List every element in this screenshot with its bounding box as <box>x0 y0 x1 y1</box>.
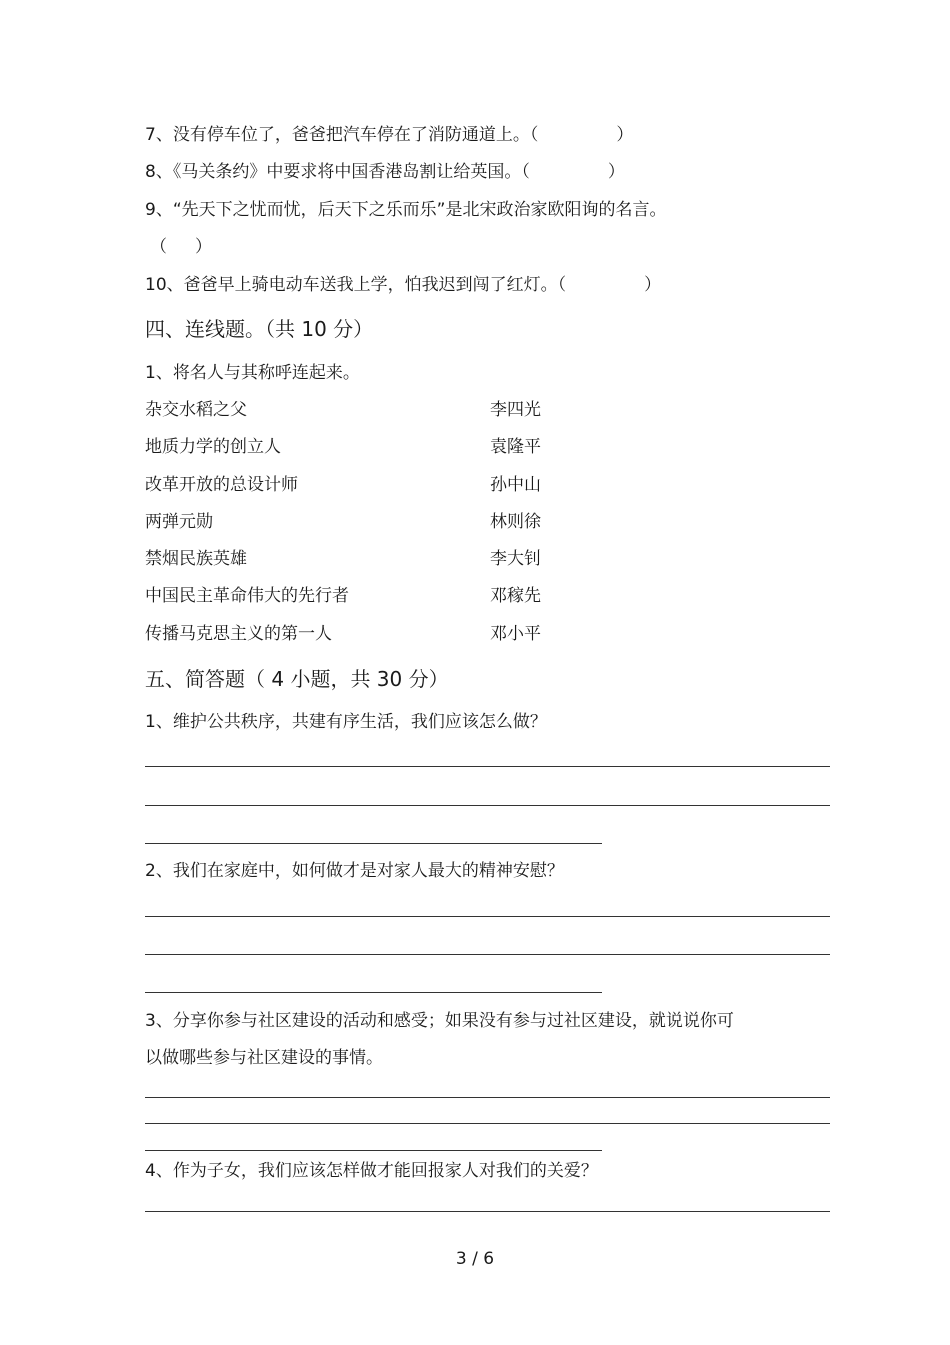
short-answer-question-3-cont: 以做哪些参与社区建设的事情。 <box>145 1048 383 1068</box>
question-7: 7、没有停车位了，爸爸把汽车停在了消防通道上。（ ） <box>145 125 634 145</box>
match-right-item[interactable]: 邓稼先 <box>490 586 541 606</box>
answer-line[interactable] <box>145 916 830 917</box>
match-right-item[interactable]: 袁隆平 <box>490 437 541 457</box>
match-left-item[interactable]: 中国民主革命伟大的先行者 <box>145 586 349 606</box>
short-answer-question-1: 1、维护公共秩序，共建有序生活，我们应该怎么做？ <box>145 712 547 732</box>
match-right-item[interactable]: 孙中山 <box>490 475 541 495</box>
match-right-item[interactable]: 邓小平 <box>490 624 541 644</box>
answer-line[interactable] <box>145 1123 830 1124</box>
question-8: 8、《马关条约》中要求将中国香港岛割让给英国。（ ） <box>145 162 625 182</box>
answer-blank-10[interactable]: （ ） <box>557 275 662 295</box>
answer-line[interactable] <box>145 954 830 955</box>
short-answer-question-2: 2、我们在家庭中，如何做才是对家人最大的精神安慰？ <box>145 861 564 881</box>
answer-line[interactable] <box>145 1211 830 1212</box>
question-9: 9、“先天下之忧而忧，后天下之乐而乐”是北宋政治家欧阳询的名言。 <box>145 200 667 220</box>
answer-blank-8[interactable]: （ ） <box>521 162 625 182</box>
match-left-item[interactable]: 两弹元勋 <box>145 512 213 532</box>
match-left-item[interactable]: 杂交水稻之父 <box>145 400 247 420</box>
short-answer-question-3: 3、分享你参与社区建设的活动和感受；如果没有参与过社区建设，就说说你可 <box>145 1011 734 1031</box>
section-4-question: 1、将名人与其称呼连起来。 <box>145 363 360 383</box>
answer-line[interactable] <box>145 1150 602 1151</box>
match-left-item[interactable]: 传播马克思主义的第一人 <box>145 624 332 644</box>
page-number: 3 / 6 <box>455 1249 495 1269</box>
answer-line[interactable] <box>145 992 602 993</box>
answer-line[interactable] <box>145 805 830 806</box>
answer-blank-9[interactable]: （ ） <box>150 237 212 257</box>
match-left-item[interactable]: 地质力学的创立人 <box>145 437 281 457</box>
match-right-item[interactable]: 李四光 <box>490 400 541 420</box>
match-right-item[interactable]: 林则徐 <box>490 512 541 532</box>
match-left-item[interactable]: 禁烟民族英雄 <box>145 549 247 569</box>
match-left-item[interactable]: 改革开放的总设计师 <box>145 475 298 495</box>
match-right-item[interactable]: 李大钊 <box>490 549 541 569</box>
answer-blank-7[interactable]: （ ） <box>529 125 634 145</box>
answer-line[interactable] <box>145 843 602 844</box>
question-10: 10、爸爸早上骑电动车送我上学，怕我迟到闯了红灯。（ ） <box>145 275 662 295</box>
answer-line[interactable] <box>145 766 830 767</box>
section-4-title: 四、连线题。（共 10 分） <box>145 317 374 341</box>
short-answer-question-4: 4、作为子女，我们应该怎样做才能回报家人对我们的关爱？ <box>145 1161 598 1181</box>
answer-line[interactable] <box>145 1097 830 1098</box>
section-5-title: 五、简答题（ 4 小题，共 30 分） <box>145 667 449 691</box>
